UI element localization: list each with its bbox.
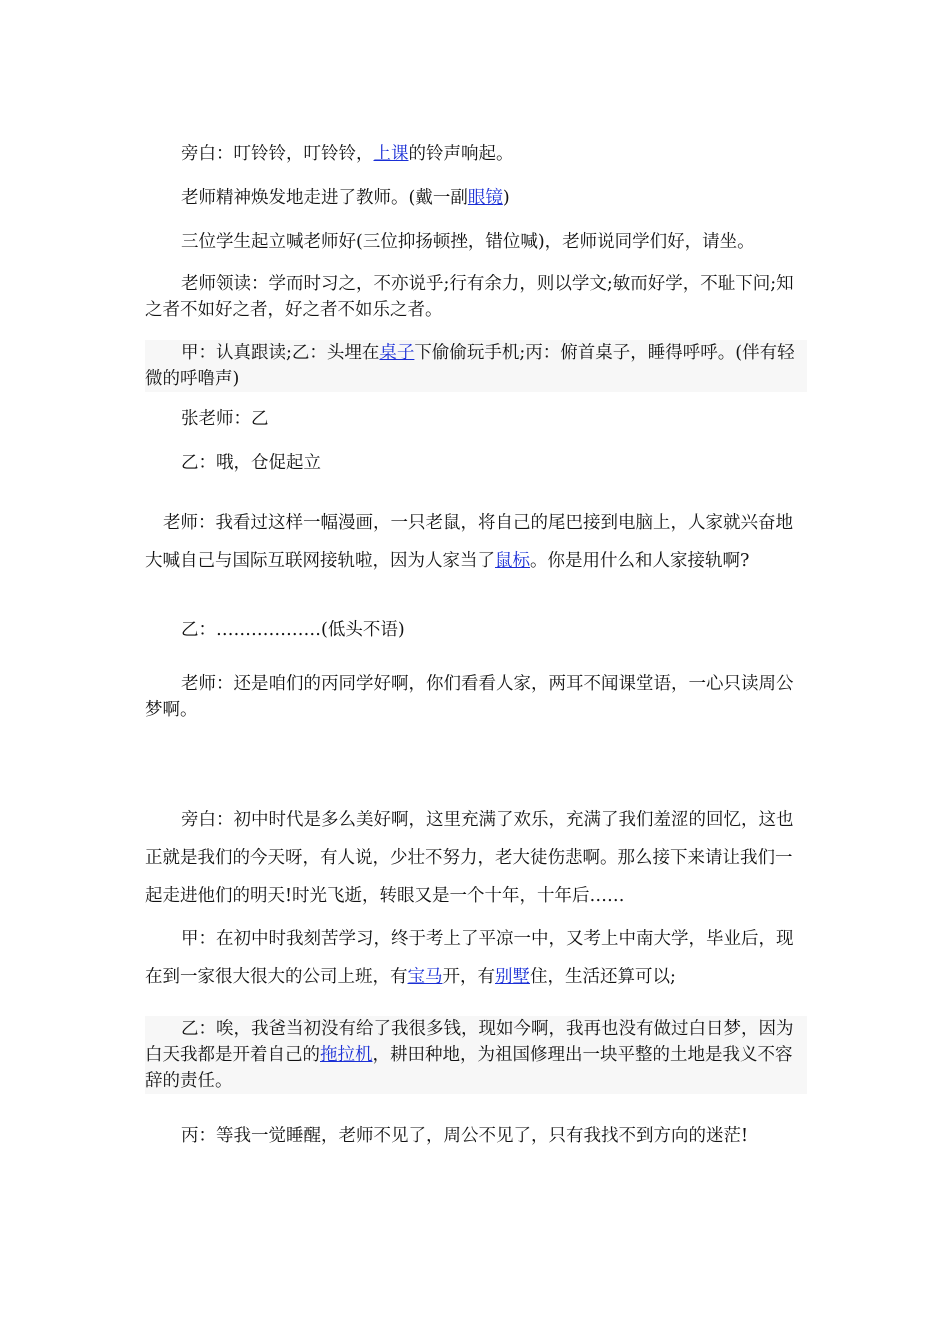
paragraph-teacher-comic bbox=[145, 504, 807, 580]
paragraph-teacher-calls bbox=[145, 406, 807, 432]
paragraph-yi-silent bbox=[145, 617, 807, 643]
text-run: 老师领读：学而时习之，不亦说乎;行有余力，则以学文;敏而好学，不耻下问;知之者不如好之者，好之者不如乐之者。 bbox=[145, 274, 794, 320]
text-run: 的铃声响起。 bbox=[408, 144, 514, 164]
paragraph-teacher-praises bbox=[145, 671, 807, 723]
text-run: 旁白：叮铃铃，叮铃铃， bbox=[181, 144, 374, 164]
text-run: 老师：我看过这样一幅漫画，一只老鼠，将自己的尾巴接到电脑上，人家就兴奋地大喊自己与国际互联网接轨啦，因为人家当了 bbox=[145, 513, 793, 571]
paragraph-teacher-reads bbox=[145, 271, 807, 323]
hyperlink[interactable]: 别墅 bbox=[495, 967, 530, 987]
hyperlink[interactable]: 拖拉机 bbox=[320, 1045, 373, 1065]
paragraph-students-greet bbox=[145, 229, 807, 255]
text-run: 三位学生起立喊老师好(三位抑扬顿挫，错位喊)，老师说同学们好，请坐。 bbox=[181, 232, 755, 252]
paragraph-narration-future bbox=[145, 801, 807, 915]
text-run: 旁白：初中时代是多么美好啊，这里充满了欢乐，充满了我们羞涩的回忆，这也正就是我们的今天呀，有人说，少壮不努力，老大徒伤悲啊。那么接下来请让我们一起走进他们的明天!时光飞逝，转眼又是一个十年，十年后…… bbox=[145, 810, 794, 906]
text-run: 。你是用什么和人家接轨啊? bbox=[530, 551, 750, 571]
text-run: 开，有 bbox=[442, 967, 495, 987]
text-run: 丙：等我一觉睡醒，老师不见了，周公不见了，只有我找不到方向的迷茫! bbox=[181, 1126, 749, 1146]
paragraph-narration-bell bbox=[145, 141, 807, 167]
text-run: 乙：哦，仓促起立 bbox=[181, 453, 321, 473]
paragraph-teacher-enters bbox=[145, 185, 807, 211]
text-run: 下偷偷玩手机;丙：俯首桌子，睡得呼呼。(伴有轻微的呼噜声) bbox=[145, 343, 795, 389]
hyperlink[interactable]: 宝马 bbox=[407, 967, 443, 987]
hyperlink[interactable]: 上课 bbox=[373, 144, 409, 164]
text-run: 乙：………………(低头不语) bbox=[181, 620, 405, 640]
hyperlink[interactable]: 眼镜 bbox=[467, 188, 503, 208]
text-run: ) bbox=[502, 188, 510, 208]
text-run: ，耕田种地，为祖国修理出一块平整的土地是我义不容辞的责任。 bbox=[145, 1045, 793, 1091]
text-run: 张老师：乙 bbox=[181, 409, 269, 429]
text-run: 乙：唉，我爸当初没有给了我很多钱，现如今啊，我再也没有做过白日梦，因为白天我都是开着自己的 bbox=[145, 1019, 794, 1065]
paragraph-yi-future bbox=[145, 1016, 807, 1094]
text-run: 老师：还是咱们的丙同学好啊，你们看看人家，两耳不闻课堂语，一心只读周公梦啊。 bbox=[145, 674, 794, 720]
hyperlink[interactable]: 桌子 bbox=[379, 343, 415, 363]
text-run: 老师精神焕发地走进了教师。(戴一副 bbox=[181, 188, 468, 208]
hyperlink[interactable]: 鼠标 bbox=[495, 551, 530, 571]
text-run: 甲：认真跟读;乙：头埋在 bbox=[181, 343, 380, 363]
paragraph-yi-stands bbox=[145, 450, 807, 476]
text-run: 甲：在初中时我刻苦学习，终于考上了平凉一中，又考上中南大学，毕业后，现在到一家很大很大的公司上班，有 bbox=[145, 929, 794, 987]
paragraph-students-actions bbox=[145, 340, 807, 392]
paragraph-bing-future bbox=[145, 1123, 807, 1149]
paragraph-jia-future bbox=[145, 920, 807, 996]
text-run: 住，生活还算可以; bbox=[530, 967, 676, 987]
